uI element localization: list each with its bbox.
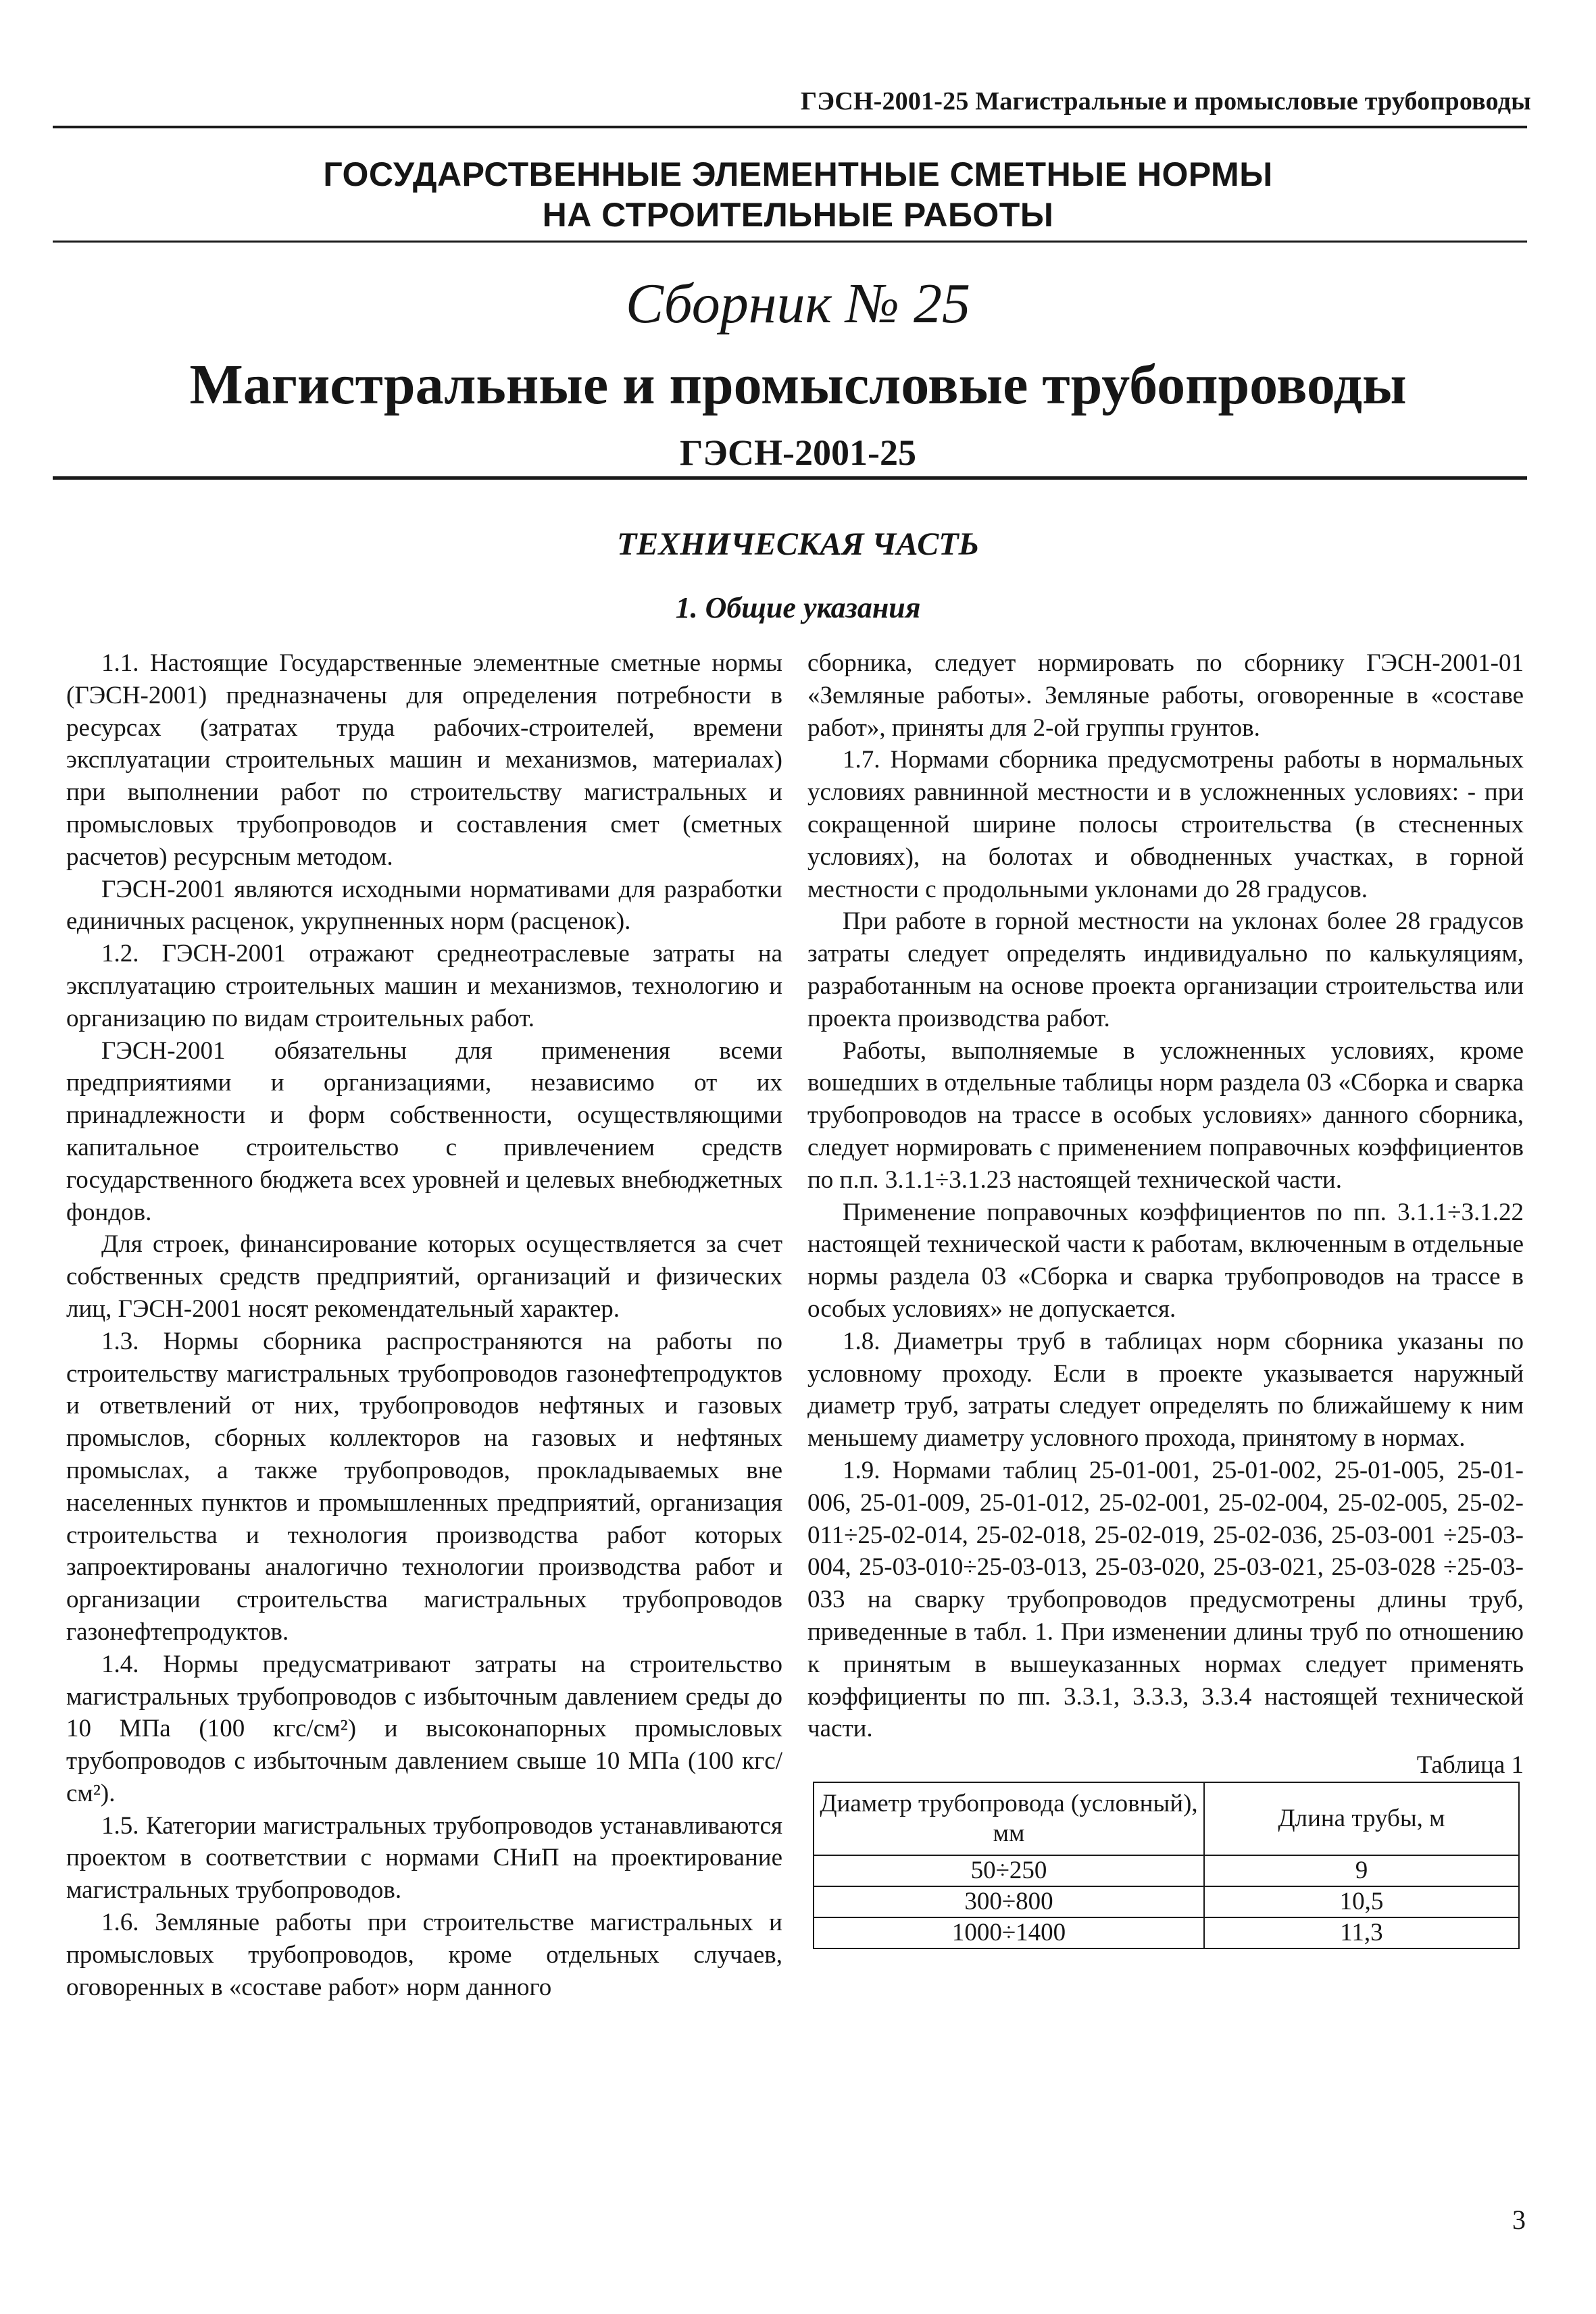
table-cell: 300÷800 [814, 1886, 1204, 1917]
paragraph: ГЭСН-2001 являются исходными нормативами для разработки единичных расценок, укрупненных норм (расценок). [66, 875, 782, 936]
paragraph: Работы, выполняемые в усложненных условиях, кроме вошедших в отдельные таблицы норм раздела 03 «Сборка и сварка трубопроводов на трассе в особых условиях» данного сборника, следует нормировать с применением поправочных коэффициентов по п.п. 3.1.1÷3.1.23 настоящей технической части. [807, 1036, 1524, 1194]
paragraph: 1.5. Категории магистральных трубопроводов устанавливаются проектом в соответствии с нормами СНиП на проектирование магистральных трубопроводов. [66, 1811, 782, 1905]
table-cell: 1000÷1400 [814, 1917, 1204, 1948]
page-number: 3 [1512, 2205, 1526, 2235]
table-cell: 10,5 [1204, 1886, 1519, 1917]
code-rule [53, 476, 1527, 480]
table-header-row [814, 1782, 1519, 1855]
paragraph: сборника, следует нормировать по сборнику ГЭСН-2001-01 «Земляные работы». Земляные работы, оговоренные в «составе работ», приняты для 2-ой группы грунтов. [807, 649, 1524, 742]
table-cell: 9 [1204, 1855, 1519, 1886]
table-cell: 11,3 [1204, 1917, 1519, 1948]
table-header-diameter: Диаметр трубопровода (условный), мм [814, 1782, 1204, 1855]
document-title-line-1: ГОСУДАРСТВЕННЫЕ ЭЛЕМЕНТНЫЕ СМЕТНЫЕ НОРМЫ [323, 155, 1273, 193]
paragraph: 1.6. Земляные работы при строительстве магистральных и промысловых трубопроводов, кроме отдельных случаев, оговоренных в «составе работ» норм данного [66, 1909, 782, 2001]
paragraph: При работе в горной местности на уклонах более 28 градусов затраты следует определять индивидуально по калькуляциям, разработанным на основе проекта организации строительства или проекта производства работ. [807, 907, 1524, 1032]
left-column [66, 647, 782, 2003]
paragraph: 1.3. Нормы сборника распространяются на работы по строительству магистральных трубопроводов газонефтепродуктов и ответвлений от них, трубопроводов нефтяных и газовых промыслов, сборных коллекторов на газовых и нефтяных промыслах, а также трубопроводов, прокладываемых вне населенных пунктов и промышленных предприятий, организация строительства и технология производства работ которых запроектированы аналогично технологии производства работ и организации строительства магистральных трубопроводов газонефтепродуктов. [66, 1327, 782, 1646]
title-rule [53, 241, 1527, 243]
paragraph: ГЭСН-2001 обязательны для применения всеми предприятиями и организациями, независимо от их принадлежности и форм собственности, осуществляющими капитальное строительство с привлечением средств государственного бюджета всех уровней и целевых внебюджетных фондов. [66, 1036, 782, 1226]
section-title: ТЕХНИЧЕСКАЯ ЧАСТЬ [616, 526, 980, 562]
paragraph: 1.8. Диаметры труб в таблицах норм сборника указаны по условному проходу. Если в проекте указывается наружный диаметр труб, затраты следует определять по ближайшему к ним меньшему диаметру условного прохода, принятому в нормах. [807, 1327, 1524, 1453]
table-header-length: Длина трубы, м [1204, 1782, 1519, 1855]
pipe-length-table [813, 1782, 1520, 1949]
document-title-line-2: НА СТРОИТЕЛЬНЫЕ РАБОТЫ [542, 196, 1054, 234]
paragraph: 1.7. Нормами сборника предусмотрены работы в нормальных условиях равнинной местности и в усложненных условиях: - при сокращенной ширине полосы строительства (в стесненных условиях), на болотах и обводненных участках, в горной местности с продольными уклонами до 28 градусов. [807, 746, 1524, 903]
table-row [814, 1886, 1519, 1917]
collection-number: Сборник № 25 [626, 272, 970, 335]
table-cell: 50÷250 [814, 1855, 1204, 1886]
paragraph: 1.9. Нормами таблиц 25-01-001, 25-01-002, 25-01-005, 25-01-006, 25-01-009, 25-01-012, 25-02-001, 25-02-004, 25-02-005, 25-02-011÷25-02-014, 25-02-018, 25-02-019, 25-02-036, 25-03-001 ÷25-03-004, 25-03-010÷25-03-013, 25-03-020, 25-03-021, 25-03-028 ÷25-03-033 на сварку трубопроводов предусмотрены длины труб, приведенные в табл. 1. При изменении длины труб по отношению к принятым в вышеуказанных нормах следует применять коэффициенты по пп. 3.3.1, 3.3.3, 3.3.4 настоящей технической части. [807, 1456, 1524, 1743]
running-header: ГЭСН-2001-25 Магистральные и промысловые трубопроводы [800, 87, 1531, 116]
right-column [807, 647, 1524, 1949]
table-caption: Таблица 1 [1416, 1751, 1524, 1780]
document-title [0, 154, 1596, 235]
paragraph: Для строек, финансирование которых осуществляется за счет собственных средств предприятий, организаций и физических лиц, ГЭСН-2001 носят рекомендательный характер. [66, 1230, 782, 1323]
document-code: ГЭСН-2001-25 [680, 432, 916, 473]
paragraph: 1.1. Настоящие Государственные элементные сметные нормы (ГЭСН-2001) предназначены для определения потребности в ресурсах (затратах труда рабочих-строителей, времени эксплуатации строительных машин и механизмов, материалах) при выполнении работ по строительству магистральных и промысловых трубопроводов и составления смет (сметных расчетов) ресурсным методом. [66, 649, 782, 871]
paragraph: Применение поправочных коэффициентов по пп. 3.1.1÷3.1.22 настоящей технической части к работам, включенным в отдельные нормы раздела 03 «Сборка и сварка трубопроводов на трассе в особых условиях» не допускается. [807, 1198, 1524, 1323]
collection-name: Магистральные и промысловые трубопроводы [189, 353, 1407, 416]
paragraph: 1.4. Нормы предусматривают затраты на строительство магистральных трубопроводов с избыточным давлением среды до 10 МПа (100 кгс/см²) и высоконапорных промысловых трубопроводов с избыточным давлением свыше 10 МПа (100 кгс/см²). [66, 1650, 782, 1807]
paragraph: 1.2. ГЭСН-2001 отражают среднеотраслевые затраты на эксплуатацию строительных машин и механизмов, технологию и организацию по видам строительных работ. [66, 940, 782, 1032]
table-row [814, 1855, 1519, 1886]
subsection-title: 1. Общие указания [675, 591, 921, 624]
header-rule [53, 126, 1527, 128]
table-row [814, 1917, 1519, 1948]
